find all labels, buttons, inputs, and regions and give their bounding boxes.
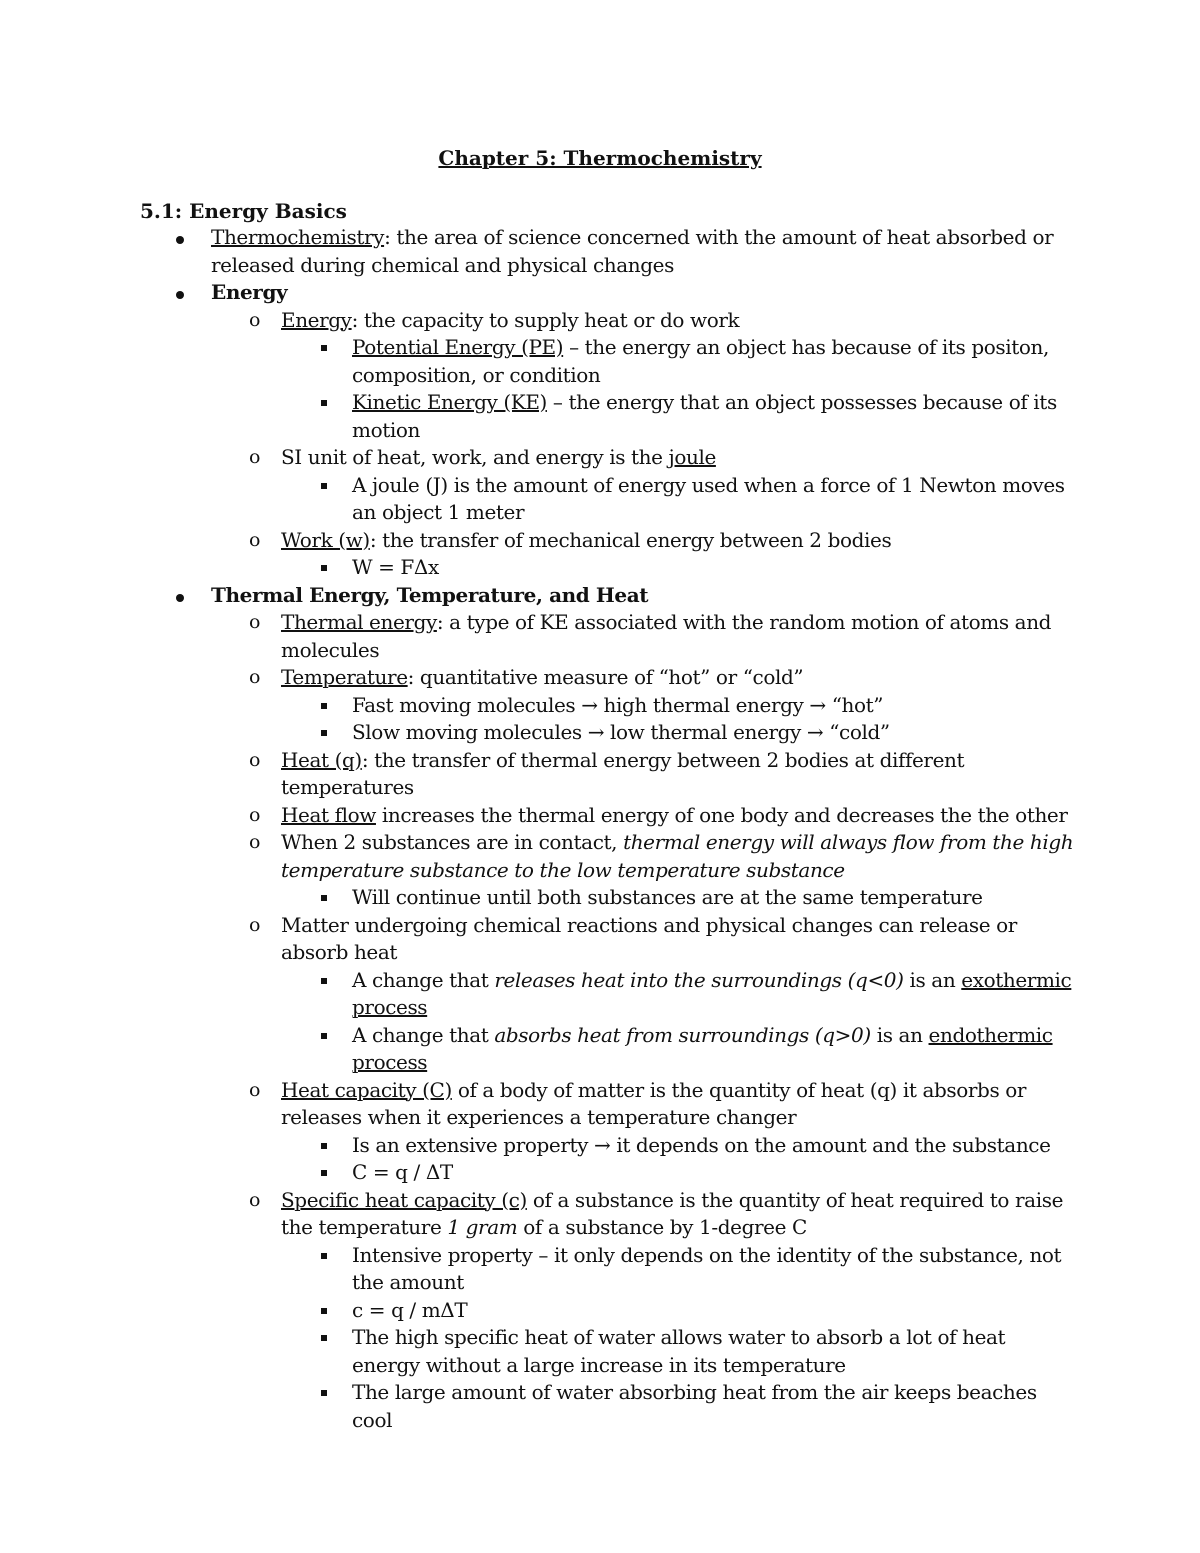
list-item xyxy=(176,967,1076,1022)
term: Thermal energy xyxy=(281,610,437,634)
list-item xyxy=(176,1077,1076,1132)
list-item xyxy=(176,829,1076,884)
bullet-icon xyxy=(176,291,184,299)
term: Work (w) xyxy=(281,527,370,552)
definition: : quantitative measure of “hot” or “cold” xyxy=(407,665,804,689)
definition: : the area of science concerned with the amount of heat absorbed or released during chemical and physical changes xyxy=(211,225,1054,277)
bullet-icon xyxy=(176,236,184,244)
definition: of a body of matter is the quantity of heat (q) it absorbs or releases when it experiences a temperature changer xyxy=(281,1077,1027,1129)
subheading: Energy xyxy=(211,280,288,304)
definition: : the transfer of mechanical energy between 2 bodies xyxy=(369,527,892,552)
square-bullet-icon xyxy=(321,730,327,736)
list-item xyxy=(176,664,1076,692)
term: Potential Energy (PE) xyxy=(352,335,564,359)
definition: Fast moving molecules → high thermal energy → “hot” xyxy=(352,692,884,717)
list-item xyxy=(176,1379,1076,1434)
list-item xyxy=(176,389,1076,444)
square-bullet-icon xyxy=(321,1253,327,1259)
equation: c = q / mΔT xyxy=(352,1297,468,1322)
term: Specific heat capacity (c) xyxy=(281,1187,527,1212)
term: Heat (q) xyxy=(281,747,362,772)
list-item xyxy=(176,1132,1076,1160)
definition: – the energy that an object possesses because of its motion xyxy=(352,390,1057,442)
list-item xyxy=(176,609,1076,664)
definition: of a substance by 1-degree C xyxy=(517,1215,807,1239)
definition: is an xyxy=(903,967,962,992)
circle-bullet-icon: o xyxy=(249,913,261,936)
section-heading: 5.1: Energy Basics xyxy=(140,199,347,223)
square-bullet-icon xyxy=(321,895,327,901)
list-item xyxy=(176,912,1076,967)
list-item xyxy=(176,334,1076,389)
circle-bullet-icon: o xyxy=(249,1188,261,1211)
emphasis: thermal energy will always flow from the high temperature substance to the low temperature substance xyxy=(281,830,1074,882)
document-title: Chapter 5: Thermochemistry xyxy=(438,146,762,170)
definition: Will continue until both substances are at the same temperature xyxy=(352,885,983,909)
square-bullet-icon xyxy=(321,1143,327,1149)
list-item xyxy=(176,527,1076,555)
list-item xyxy=(176,554,1076,582)
circle-bullet-icon: o xyxy=(249,528,261,551)
definition: SI unit of heat, work, and energy is the xyxy=(281,445,669,469)
definition: When 2 substances are in contact, xyxy=(281,830,624,854)
square-bullet-icon xyxy=(321,400,327,406)
definition: Intensive property – it only depends on the identity of the substance, not the amount xyxy=(352,1242,1062,1294)
term: Temperature xyxy=(281,665,408,689)
circle-bullet-icon: o xyxy=(249,611,261,633)
list-item xyxy=(176,444,1076,472)
list-item xyxy=(176,1324,1076,1379)
definition: increases the thermal energy of one body and decreases the the other xyxy=(375,802,1068,827)
list-item xyxy=(176,1187,1076,1242)
circle-bullet-icon: o xyxy=(249,1078,261,1101)
term: Heat flow xyxy=(281,802,376,827)
list-item xyxy=(176,692,1076,720)
list-item xyxy=(176,279,1076,307)
definition: of a substance is the quantity of heat required to raise the temperature xyxy=(281,1187,1064,1239)
definition: is an xyxy=(870,1022,929,1047)
definition: : a type of KE associated with the random motion of atoms and molecules xyxy=(281,610,1052,662)
list-item xyxy=(176,1297,1076,1325)
term: Energy xyxy=(281,307,352,332)
square-bullet-icon xyxy=(321,565,327,571)
term: Heat capacity (C) xyxy=(281,1077,452,1102)
circle-bullet-icon: o xyxy=(249,803,261,826)
list-item xyxy=(176,224,1076,279)
square-bullet-icon xyxy=(321,703,327,709)
square-bullet-icon xyxy=(321,345,327,351)
circle-bullet-icon: o xyxy=(249,666,261,688)
emphasis: releases heat into the surroundings (q<0) xyxy=(494,967,904,992)
square-bullet-icon xyxy=(321,1170,327,1176)
square-bullet-icon xyxy=(321,1335,327,1341)
term: exothermic process xyxy=(352,967,1072,1019)
list-item xyxy=(176,747,1076,802)
term: endothermic process xyxy=(352,1022,1053,1074)
square-bullet-icon xyxy=(321,1033,327,1039)
definition: – the energy an object has because of its positon, composition, or condition xyxy=(352,335,1049,387)
list-item xyxy=(176,1022,1076,1077)
definition: Slow moving molecules → low thermal energy → “cold” xyxy=(352,720,890,744)
circle-bullet-icon: o xyxy=(249,748,261,771)
definition: : the capacity to supply heat or do work xyxy=(351,307,740,332)
list-item xyxy=(176,884,1076,912)
term: Thermochemistry xyxy=(211,225,385,249)
list-item xyxy=(176,472,1076,527)
definition: A change that xyxy=(352,967,495,992)
list-item xyxy=(176,582,1076,610)
emphasis: 1 gram xyxy=(447,1215,518,1239)
definition: The large amount of water absorbing heat from the air keeps beaches cool xyxy=(352,1380,1037,1432)
list-item xyxy=(176,1242,1076,1297)
square-bullet-icon xyxy=(321,1308,327,1314)
bullet-icon xyxy=(176,594,184,602)
definition: A change that xyxy=(352,1022,495,1047)
definition: A joule (J) is the amount of energy used when a force of 1 Newton moves an object 1 meter xyxy=(352,472,1065,524)
definition: Matter undergoing chemical reactions and physical changes can release or absorb heat xyxy=(281,912,1017,964)
list-item xyxy=(176,1159,1076,1187)
notes-list xyxy=(176,224,1076,1434)
circle-bullet-icon: o xyxy=(249,831,261,853)
equation: W = FΔx xyxy=(352,555,439,579)
circle-bullet-icon: o xyxy=(249,308,261,331)
list-item xyxy=(176,719,1076,747)
definition: : the transfer of thermal energy between 2 bodies at different temperatures xyxy=(281,747,965,799)
square-bullet-icon xyxy=(321,483,327,489)
list-item xyxy=(176,802,1076,830)
emphasis: absorbs heat from surroundings (q>0) xyxy=(494,1022,871,1047)
list-item xyxy=(176,307,1076,335)
term: joule xyxy=(668,445,716,469)
definition: Is an extensive property → it depends on the amount and the substance xyxy=(352,1132,1051,1157)
subheading: Thermal Energy, Temperature, and Heat xyxy=(211,582,649,607)
definition: The high specific heat of water allows water to absorb a lot of heat energy without a large increase in its temperature xyxy=(352,1325,1006,1377)
square-bullet-icon xyxy=(321,978,327,984)
circle-bullet-icon: o xyxy=(249,446,261,468)
square-bullet-icon xyxy=(321,1390,327,1396)
equation: C = q / ΔT xyxy=(352,1160,453,1184)
term: Kinetic Energy (KE) xyxy=(352,390,547,414)
